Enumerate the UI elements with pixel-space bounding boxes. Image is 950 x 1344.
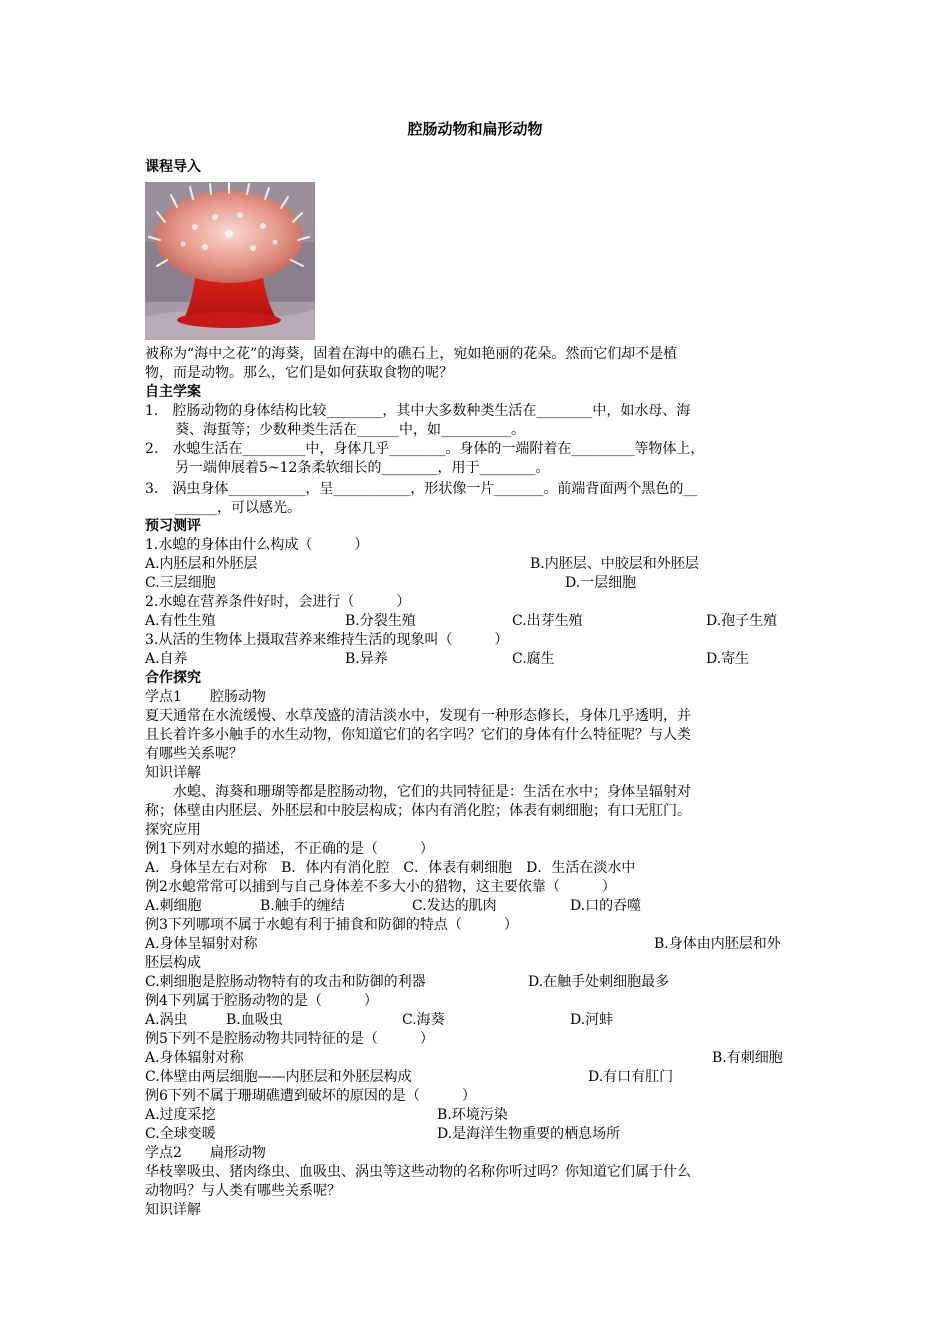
option-a: A.有性生殖 [145, 613, 216, 629]
option-d: D.孢子生殖 [706, 613, 778, 629]
intro-text: 被称为“海中之花”的海葵，固着在海中的礁石上，宛如艳丽的花朵。然而它们却不是植 [145, 346, 678, 362]
option-b: B.异养 [345, 651, 388, 667]
study-point-2-heading: 学点2 扁形动物 [145, 1145, 266, 1161]
option-c: C.发达的肌肉 [412, 898, 497, 914]
option-b: B.触手的缠结 [260, 898, 345, 914]
knowledge-detail-heading: 知识详解 [145, 1202, 201, 1218]
example-question-4: 例4下列属于腔肠动物的是（ ） [145, 993, 378, 1009]
study-point-1-heading: 学点1 腔肠动物 [145, 689, 266, 705]
option-c: C.三层细胞 [145, 575, 216, 591]
option-a: A.涡虫 [145, 1012, 188, 1028]
fill-blank-question-2: 2. 水螅生活在_________中，身体几乎________。身体的一端附着在_________等物体上， [145, 441, 705, 457]
option-c: C.海葵 [402, 1012, 445, 1028]
option-d: D.在触手处刺细胞最多 [528, 974, 670, 990]
example-question-1: 例1下列对水螅的描述，不正确的是（ ） [145, 841, 434, 857]
option-d: D.河蚌 [570, 1012, 614, 1028]
intro-text: 物，而是动物。那么，它们是如何获取食物的呢？ [145, 365, 453, 381]
section-heading-intro: 课程导入 [145, 159, 201, 175]
example-question-3: 例3下列哪项不属于水螅有利于捕食和防御的特点（ ） [145, 917, 518, 933]
option-d: D.有口有肛门 [588, 1069, 674, 1085]
sea-anemone-photo [145, 182, 315, 340]
section-heading-preview: 预习测评 [145, 518, 201, 534]
option-b-cont: 胚层构成 [145, 955, 201, 971]
option-b: B.身体由内胚层和外 [654, 936, 781, 952]
option-b: B.血吸虫 [226, 1012, 283, 1028]
option-d: D.寄生 [706, 651, 750, 667]
option-a: A.身体呈辐射对称 [145, 936, 258, 952]
page-title: 腔肠动物和扁形动物 [407, 120, 543, 138]
option-c: C.全球变暖 [145, 1126, 216, 1142]
study-point-1-text: 夏天通常在水流缓慢、水草茂盛的清洁淡水中，发现有一种形态修长，身体几乎透明，并 [145, 708, 691, 724]
option-a: A.身体辐射对称 [145, 1050, 244, 1066]
fill-blank-question-1: 1. 腔肠动物的身体结构比较________，其中大多数种类生活在________中，如水母、海 [145, 403, 691, 419]
section-heading-self-study: 自主学案 [145, 384, 201, 400]
preview-question-2: 2.水螅在营养条件好时，会进行（ ） [145, 594, 411, 610]
example-question-6: 例6下列不属于珊瑚礁遭到破坏的原因的是（ ） [145, 1088, 476, 1104]
option-d: D.口的吞噬 [570, 898, 642, 914]
study-point-2-text: 华枝睾吸虫、猪肉绦虫、血吸虫、涡虫等这些动物的名称你听过吗？你知道它们属于什么 [145, 1164, 691, 1180]
study-point-1-text: 有哪些关系呢？ [145, 746, 243, 762]
option-d: D.是海洋生物重要的栖息场所 [437, 1126, 621, 1142]
preview-question-1: 1.水螅的身体由什么构成（ ） [145, 537, 369, 553]
option-c: C.出芽生殖 [512, 613, 583, 629]
example-1-options: A．身体呈左右对称 B．体内有消化腔 C．体表有刺细胞 D．生活在淡水中 [145, 860, 636, 876]
example-question-5: 例5下列不是腔肠动物共同特征的是（ ） [145, 1031, 434, 1047]
knowledge-detail-heading: 知识详解 [145, 765, 201, 781]
option-a: A.刺细胞 [145, 898, 202, 914]
study-point-1-text: 且长着许多小触手的水生动物，你知道它们的名字吗？它们的身体有什么特征呢？与人类 [145, 727, 691, 743]
study-point-2-text: 动物吗？与人类有哪些关系呢？ [145, 1183, 341, 1199]
fill-blank-question-3-cont: ______，可以感光。 [175, 500, 301, 516]
option-a: A.内胚层和外胚层 [145, 556, 258, 572]
option-c: C.刺细胞是腔肠动物特有的攻击和防御的利器 [145, 974, 426, 990]
fill-blank-question-2-cont: 另一端伸展着5~12条柔软细长的________，用于________。 [175, 460, 550, 476]
option-c: C.体壁由两层细胞——内胚层和外胚层构成 [145, 1069, 412, 1085]
option-a: A.过度采挖 [145, 1107, 216, 1123]
fill-blank-question-3: 3. 涡虫身体___________，呈___________，形状像一片_______。前端背面两个黑色的__ [145, 481, 698, 497]
option-b: B.环境污染 [437, 1107, 508, 1123]
option-b: B.分裂生殖 [345, 613, 416, 629]
option-b: B.有刺细胞 [712, 1050, 783, 1066]
option-c: C.腐生 [512, 651, 555, 667]
option-b: B.内胚层、中胶层和外胚层 [530, 556, 699, 572]
preview-question-3: 3.从活的生物体上摄取营养来维持生活的现象叫（ ） [145, 632, 509, 648]
example-question-2: 例2水螅常常可以捕到与自己身体差不多大小的猎物，这主要依靠（ ） [145, 879, 616, 895]
option-a: A.自养 [145, 651, 188, 667]
sea-anemone-image [145, 182, 315, 340]
section-heading-cooperative: 合作探究 [145, 670, 201, 686]
knowledge-detail-text: 称；体壁由内胚层、外胚层和中胶层构成；体内有消化腔；体表有刺细胞；有口无肛门。 [145, 803, 691, 819]
knowledge-detail-text: 水螅、海葵和珊瑚等都是腔肠动物，它们的共同特征是：生活在水中；身体呈辐射对 [145, 784, 691, 800]
fill-blank-question-1-cont: 葵、海蜇等；少数种类生活在______中，如__________。 [175, 422, 525, 438]
application-heading: 探究应用 [145, 822, 201, 838]
option-d: D.一层细胞 [565, 575, 637, 591]
